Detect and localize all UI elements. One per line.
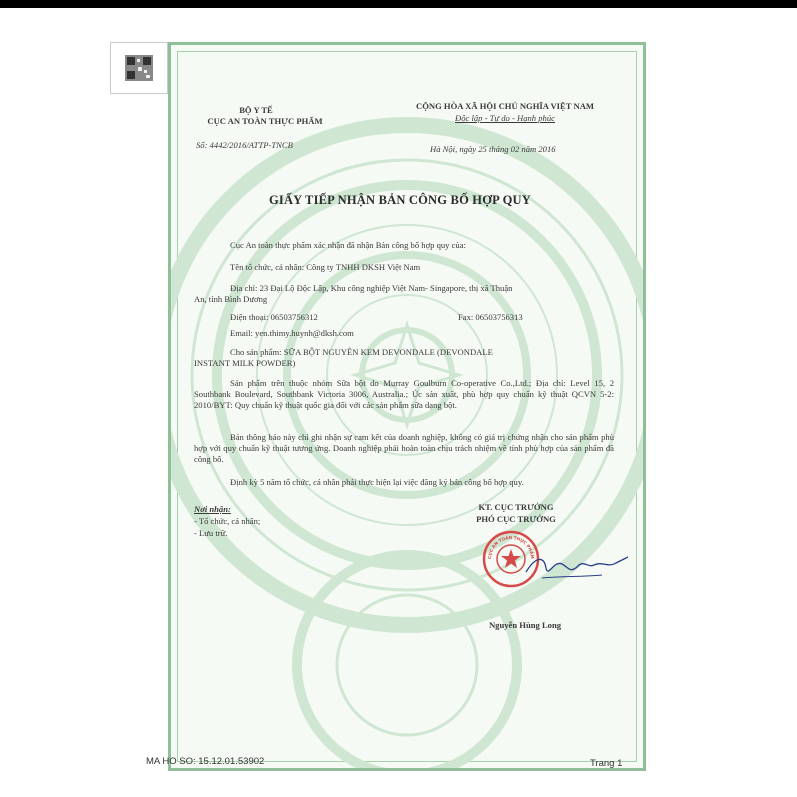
product-line-2: INSTANT MILK POWDER) (194, 358, 296, 368)
deputy-director-label: PHÓ CỤC TRƯỞNG (476, 514, 556, 524)
recipients-label: Nơi nhận: (194, 504, 231, 514)
recipient-item: - Lưu trữ. (194, 528, 228, 538)
record-code: MA HO SO: 15.12.01.53902 (146, 756, 265, 767)
document-title: GIẤY TIẾP NHẬN BẢN CÔNG BỐ HỢP QUY (268, 193, 532, 207)
origin-paragraph: Sản phẩm trên thuộc nhóm Sữa bột do Murray Goulburn Co-operative Co.,Ltd.; Địa chỉ: Level 15, 2 Southbank Boulevard, Southbank Victoria 3006, Australia.; Úc sản xuất, phù hợp quy chuẩn kỹ thuật QCVN 5-2: 2010/BYT: Quy chuẩn kỹ thuật quốc gia đối với các sản phẩm sữa dạng bột. (194, 378, 614, 410)
organization-name: Tên tổ chức, cá nhân: Công ty TNHH DKSH Việt Nam (230, 262, 421, 272)
republic-header: CỘNG HÒA XÃ HỘI CHỦ NGHĨA VIỆT NAM (415, 101, 595, 111)
handwritten-signature-icon (522, 548, 632, 584)
address-line-2: An, tỉnh Bình Dương (194, 294, 268, 304)
phone-number: Điện thoại: 06503756312 (230, 312, 318, 322)
issue-date: Hà Nội, ngày 25 tháng 02 năm 2016 (430, 144, 556, 154)
fax-number: Fax: 06503756313 (458, 312, 523, 322)
intro-text: Cục An toàn thực phẩm xác nhận đã nhận Bản công bố hợp quy của: (230, 240, 466, 250)
qr-code-icon (110, 42, 168, 94)
product-line-1: Cho sản phẩm: SỮA BỘT NGUYÊN KEM DEVONDALE (DEVONDALE (230, 347, 493, 357)
address-line-1: Địa chỉ: 23 Đại Lộ Độc Lập, Khu công nghiệp Việt Nam- Singapore, thị xã Thuận (230, 283, 513, 293)
notice-paragraph: Bản thông báo này chỉ ghi nhận sự cam kết của doanh nghiệp, không có giá trị chứng nhận cho sản phẩm phù hợp với quy chuẩn kỹ thuật tương ứng. Doanh nghiệp phải hoàn toàn chịu trách nhiệm về tính phù hợp của sản phẩm đã công bố. (194, 432, 614, 464)
for-director-label: KT. CỤC TRƯỞNG (478, 502, 554, 512)
seal-text: CỤC AN TOÀN THỰC PHẨM (486, 534, 536, 560)
page-number: Trang 1 (590, 758, 623, 769)
periodic-requirement: Định kỳ 5 năm tổ chức, cá nhân phải thực hiện lại việc đăng ký bản công bố hợp quy. (230, 477, 524, 487)
document-number: Số: 4442/2016/ATTP-TNCB (196, 140, 293, 150)
national-motto: Độc lập - Tự do - Hạnh phúc (455, 113, 555, 123)
department-name: CỤC AN TOÀN THỰC PHẨM (207, 116, 323, 126)
signer-name: Nguyễn Hùng Long (488, 620, 562, 630)
ministry-name: BỘ Y TẾ (239, 105, 273, 115)
email-address: Email: yen.thimy.huynh@dksh.com (230, 328, 354, 338)
recipient-item: - Tổ chức, cá nhân; (194, 516, 261, 526)
top-black-bar (0, 0, 797, 8)
